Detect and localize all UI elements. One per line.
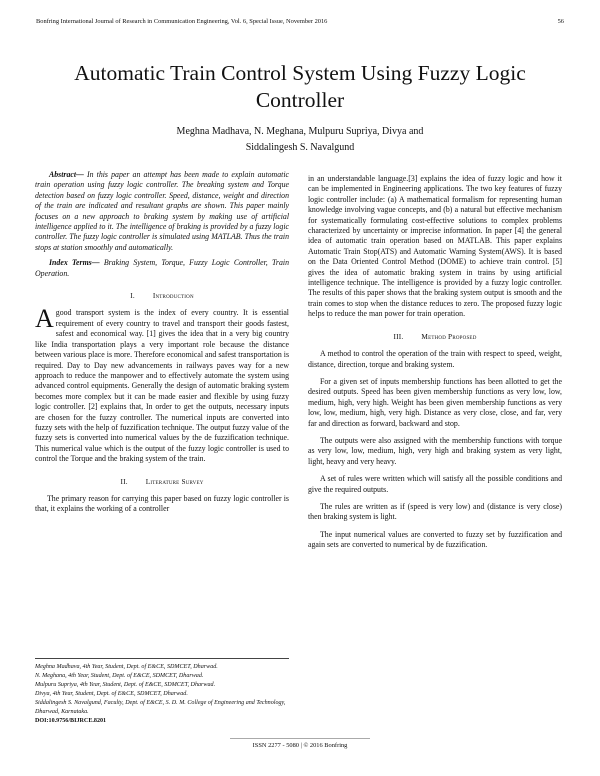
method-paragraph: The input numerical values are converted to fuzzy set by fuzzification and again sets are converted to numerical by de fuzzification. xyxy=(308,529,562,550)
method-paragraph: The rules are written as if (speed is very low) and (distance is very close) then braking system is light. xyxy=(308,501,562,522)
literature-paragraph-start: The primary reason for carrying this paper based on fuzzy logic controller is that, it explains the working of a controller xyxy=(35,493,289,514)
footnote: Meghna Madhava, 4th Year, Student, Dept. of E&CE, SDMCET, Dharwad. xyxy=(35,664,218,670)
footnote: Siddalingesh S. Navalgund, Faculty, Dept. of E&CE, S. D. M. College of Engineering and Technology, Dharwad, Karnataka. xyxy=(35,700,286,715)
index-terms xyxy=(35,258,289,279)
index-terms-label: Index Terms— xyxy=(49,258,100,268)
method-paragraph: For a given set of inputs membership functions has been allotted to get the desired outputs. Speed has been given membership functions as very low, low, medium, high, very high. Weight has been given membership functions as very low, low, medium, high, very high. Distance as very close, close, and far, very far and direction as forward, backward and stop. xyxy=(308,376,562,428)
footnote: N. Meghana, 4th Year, Student, Dept. of E&CE, SDMCET, Dharwad. xyxy=(35,673,204,679)
index-terms-text: Braking System, Torque, Fuzzy Logic Controller, Train Operation. xyxy=(35,258,289,278)
introduction-text: good transport system is the index of every country. It is essential requirement of every country to travel and transport their goods fastest, safest and economical way. [1] gives the idea that in a very big country like India transportation plays a very important role because the distance between various place is more. Therefore economical and safest transportation is required. Day to Day new advancements in railways paves way for a new approach to reduce the manpower and to effectively automate the system using advanced control equipments. Generally the design of automatic braking system becomes more complex but it can be made easier and flexible by using fuzzy logic controller. [2] explains that, In order to get the outputs, necessary inputs are chosen for the fuzzy controller. The numerical inputs are converted into fuzzy sets with the help of fuzzification technique. The output fuzzy value of the fuzzy sets is converted into numerical values by the de fuzzification technique. This numerical value which is the output of the fuzzy logic controller is used to control the Torque and the braking system of the train. xyxy=(35,308,289,464)
page-number: 56 xyxy=(557,18,564,25)
footnote: Mulpuru Supriya, 4th Year, Student, Dept. of E&CE, SDMCET, Dharwad. xyxy=(35,682,216,688)
drop-cap: A xyxy=(35,304,54,334)
footnote: Divya, 4th Year, Student, Dept. of E&CE, SDMCET, Dharwad. xyxy=(35,691,188,697)
method-paragraph: The outputs were also assigned with the membership functions with torque as very low, low, medium, high, very high and braking system as very light, light, heavy and very heavy. xyxy=(308,435,562,466)
method-paragraph: A set of rules were written which will satisfy all the possible conditions and give the required outputs. xyxy=(308,474,562,494)
abstract-text: In this paper an attempt has been made to explain automatic train operation using fuzzy logic controller. The breaking system and Torque detection based on fuzzy logic controller. Speed, distance, weight and direction of the train are indicated and resultant graphs are shown. This paper mainly focuses on a new approach to braking system by making use of artificial intelligence applied to it. The intelligence of braking is provided by a fuzzy logic controller. The fuzzy logic controller is simulated using MATLAB. Thus the train stops at station smoothly and automatically. xyxy=(35,170,289,252)
abstract-label: Abstract— xyxy=(49,170,84,179)
right-column xyxy=(308,174,562,551)
paper-title: Automatic Train Control System Using Fuzzy Logic Controller xyxy=(74,61,526,112)
page-footer: ISSN 2277 - 5080 | © 2016 Bonfring xyxy=(252,742,348,749)
literature-paragraph-continued: in an understandable language.[3] explains the idea of fuzzy logic and how it can be implemented in Engineering applications. The two key features of fuzzy logic controller include: (a) A mathematical formalism for representing human knowledge involving vague concepts, and (b) a natural but effective mechanism for systematically formulating cost-effective solutions to complex problems characterized by uncertainty or imprecise information. In paper [4] the general idea of automatic train operation based on MATLAB. This paper explains Automatic Train Stop(ATS) and Automatic Warning System(AWS). It is based on the Data Oriented Control Method (DOME) to achieve train control. [5] gives the idea of automatic braking system in trains by using artificial intelligence technique. The intelligence is provided by a fuzzy logic controller. The results of this paper shows that the braking system output is smooth and the train comes to stop when the distance reduces to zero. The proposed fuzzy logic helps to reduce the man power for train operation. xyxy=(308,174,562,319)
footer-divider xyxy=(230,738,370,739)
doi: DOI:10.9756/BIJRCE.8201 xyxy=(35,718,107,724)
abstract xyxy=(35,170,289,253)
author-list xyxy=(100,124,500,156)
running-header xyxy=(36,18,564,25)
introduction-paragraph xyxy=(35,304,289,464)
author-footnotes xyxy=(35,658,289,726)
left-column xyxy=(35,170,289,515)
method-paragraph: A method to control the operation of the train with respect to speed, weight, distance, direction, torque and braking system. xyxy=(308,349,562,369)
authors-line-1: Meghna Madhava, N. Meghana, Mulpuru Supriya, Divya and xyxy=(176,126,424,137)
journal-name: Bonfring International Journal of Research in Communication Engineering, Vol. 6, Special Issue, November 2016 xyxy=(36,18,328,25)
section-heading-literature-survey: II. Literature Survey xyxy=(120,476,204,486)
authors-line-2: Siddalingesh S. Navalgund xyxy=(245,142,355,153)
section-heading-method-proposed: III. Method Proposed xyxy=(393,331,477,341)
section-heading-introduction: I. Introduction xyxy=(130,291,194,301)
